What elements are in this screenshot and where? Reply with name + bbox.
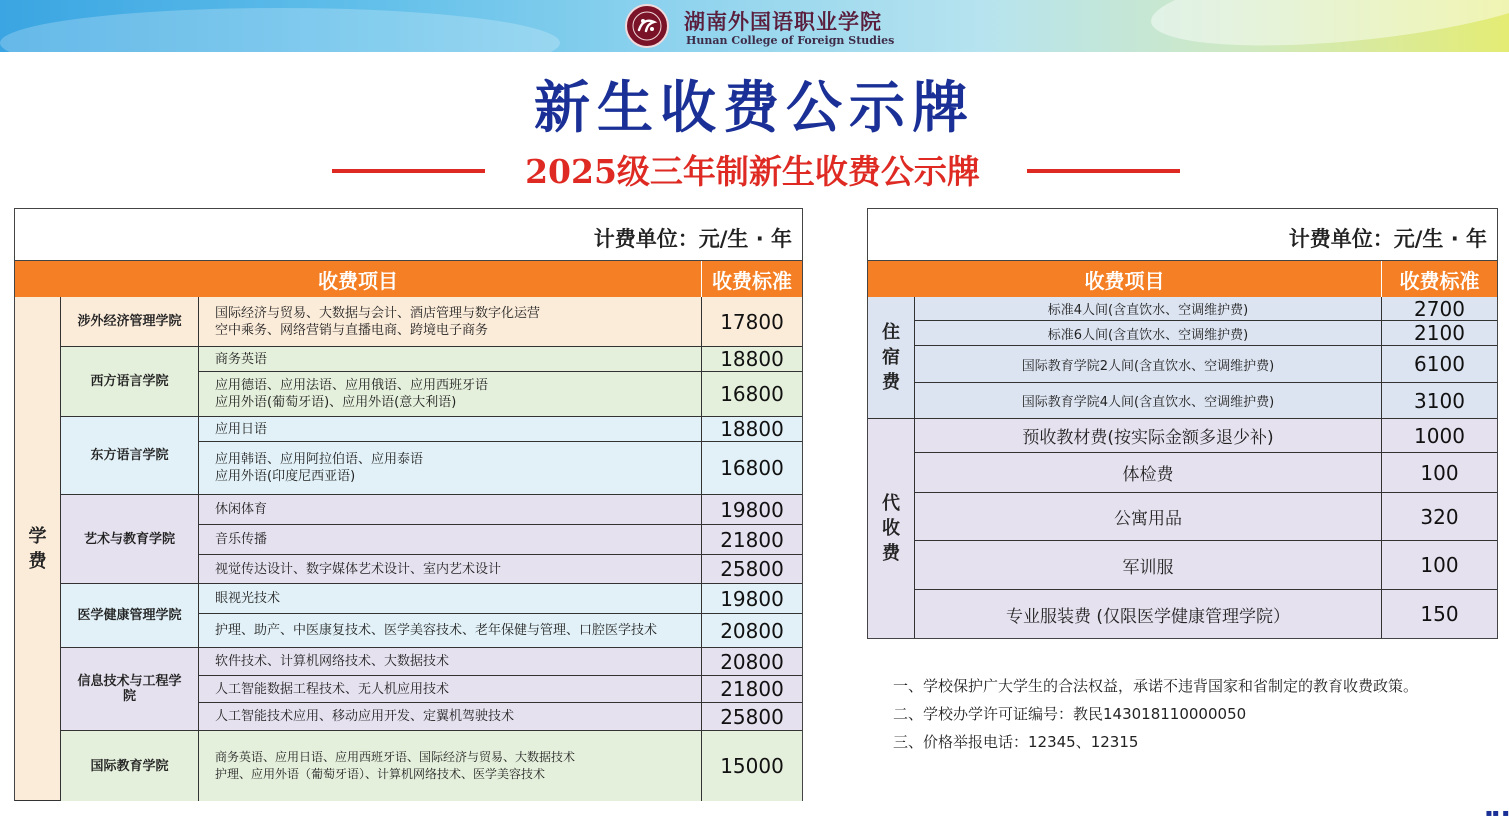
major-list: 商务英语 — [199, 347, 702, 372]
lodging-item: 标准6人间(含直饮水、空调维护费) — [915, 321, 1382, 346]
tuition-category: 学费 — [15, 297, 61, 801]
college-name: 西方语言学院 — [61, 347, 199, 417]
fee-value: 25800 — [702, 555, 802, 584]
major-list: 应用日语 — [199, 417, 702, 442]
fee-value: 19800 — [702, 495, 802, 525]
college-name: 医学健康管理学院 — [61, 584, 199, 648]
fee-value: 18800 — [702, 417, 802, 442]
note-policy: 一、学校保护广大学生的合法权益，承诺不违背国家和省制定的教育收费政策。 — [893, 677, 1419, 695]
major-list: 人工智能数据工程技术、无人机应用技术 — [199, 676, 702, 703]
lodging-item: 国际教育学院4人间(含直饮水、空调维护费) — [915, 383, 1382, 419]
fee-value: 2700 — [1382, 297, 1497, 321]
lodging-item: 国际教育学院2人间(含直饮水、空调维护费) — [915, 346, 1382, 383]
header-fee: 收费标准 — [702, 261, 802, 297]
major-list: 休闲体育 — [199, 495, 702, 525]
collection-item: 专业服装费 (仅限医学健康管理学院） — [915, 590, 1382, 638]
fee-value: 16800 — [702, 442, 802, 495]
notes — [893, 672, 1418, 756]
banner-decoration — [1147, 0, 1509, 62]
fee-value: 1000 — [1382, 419, 1497, 453]
fee-value: 17800 — [702, 297, 802, 347]
fee-value: 320 — [1382, 493, 1497, 541]
collection-item: 公寓用品 — [915, 493, 1382, 541]
fee-value: 15000 — [702, 731, 802, 801]
note-hotline: 三、价格举报电话：12345、12315 — [893, 733, 1139, 751]
page-title: 新生收费公示牌 — [534, 76, 975, 141]
college-name: 涉外经济管理学院 — [61, 297, 199, 347]
major-list: 应用德语、应用法语、应用俄语、应用西班牙语 应用外语(葡萄牙语)、应用外语(意大利语) — [199, 372, 702, 417]
fee-value: 21800 — [702, 676, 802, 703]
fee-value: 20800 — [702, 648, 802, 676]
header-item: 收费项目 — [868, 261, 1382, 297]
major-list: 人工智能技术应用、移动应用开发、定翼机驾驶技术 — [199, 703, 702, 731]
collection-item: 体检费 — [915, 453, 1382, 493]
collection-category: 代收费 — [868, 419, 915, 638]
collection-item: 预收教材费(按实际金额多退少补) — [915, 419, 1382, 453]
fee-value: 100 — [1382, 453, 1497, 493]
lodging-item: 标准4人间(含直饮水、空调维护费) — [915, 297, 1382, 321]
major-list: 音乐传播 — [199, 525, 702, 555]
banner-decoration — [0, 8, 560, 78]
corner-decoration: ▪▪ ▪ — [1485, 808, 1509, 819]
fee-value: 19800 — [702, 584, 802, 614]
college-logo-icon — [625, 4, 669, 48]
college-name: 艺术与教育学院 — [61, 495, 199, 584]
fee-value: 6100 — [1382, 346, 1497, 383]
header-item: 收费项目 — [15, 261, 702, 297]
fee-value: 3100 — [1382, 383, 1497, 419]
collection-item: 军训服 — [915, 541, 1382, 590]
fee-value: 100 — [1382, 541, 1497, 590]
major-list: 应用韩语、应用阿拉伯语、应用泰语 应用外语(印度尼西亚语) — [199, 442, 702, 495]
tuition-table — [14, 208, 803, 801]
subtitle-line-left — [332, 169, 485, 173]
note-license: 二、学校办学许可证编号：教民143018110000050 — [893, 705, 1247, 723]
college-name: 东方语言学院 — [61, 417, 199, 495]
college-name-cn: 湖南外国语职业学院 — [684, 9, 882, 34]
college-name-en: Hunan College of Foreign Studies — [686, 34, 895, 47]
subtitle-line-right — [1027, 169, 1180, 173]
fee-unit-label: 计费单位：元/生 · 年 — [15, 209, 802, 261]
major-list: 商务英语、应用日语、应用西班牙语、国际经济与贸易、大数据技术 护理、应用外语（葡萄牙语）、计算机网络技术、医学美容技术 — [199, 731, 702, 801]
fee-value: 18800 — [702, 347, 802, 372]
major-list: 软件技术、计算机网络技术、大数据技术 — [199, 648, 702, 676]
fee-value: 150 — [1382, 590, 1497, 638]
fee-unit-label: 计费单位：元/生 · 年 — [868, 209, 1497, 261]
major-list: 眼视光技术 — [199, 584, 702, 614]
fee-value: 25800 — [702, 703, 802, 731]
major-list: 国际经济与贸易、大数据与会计、酒店管理与数字化运营 空中乘务、网络营销与直播电商、跨境电子商务 — [199, 297, 702, 347]
page-subtitle: 2025级三年制新生收费公示牌 — [525, 152, 980, 191]
fee-value: 20800 — [702, 614, 802, 648]
college-name: 国际教育学院 — [61, 731, 199, 801]
lodging-and-collection-table — [867, 208, 1498, 639]
lodging-category: 住宿费 — [868, 297, 915, 419]
college-name: 信息技术与工程学院 — [61, 648, 199, 731]
major-list: 视觉传达设计、数字媒体艺术设计、室内艺术设计 — [199, 555, 702, 584]
fee-value: 2100 — [1382, 321, 1497, 346]
fee-value: 16800 — [702, 372, 802, 417]
major-list: 护理、助产、中医康复技术、医学美容技术、老年保健与管理、口腔医学技术 — [199, 614, 702, 648]
fee-value: 21800 — [702, 525, 802, 555]
header-fee: 收费标准 — [1382, 261, 1497, 297]
